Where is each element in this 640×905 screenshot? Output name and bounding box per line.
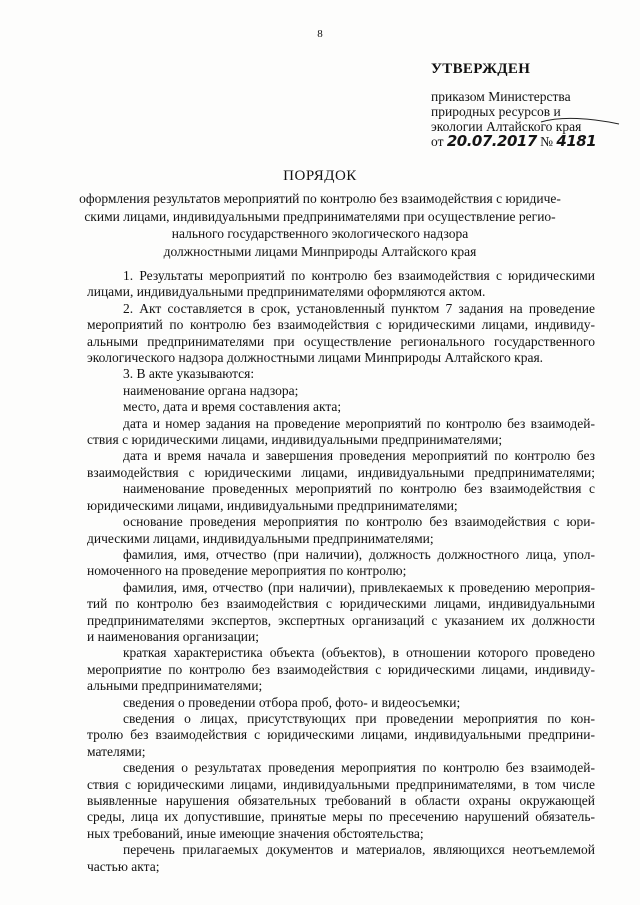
body-line: частью акта; — [87, 858, 160, 874]
approval-stamp-block — [431, 62, 621, 149]
body-line: экологического надзора должностными лицами Минприроды Алтайского края. — [87, 350, 544, 366]
body-line: ствия с юридическими лицами, индивидуальными предпринимателями, в том числе — [87, 776, 595, 792]
body-line: 2. Акт составляется в срок, установленный пунктом 7 задания на проведение — [123, 300, 595, 316]
body-line: дата и время начала и завершения проведения мероприятий по контролю без — [123, 448, 595, 464]
handwritten-number: 4181 — [556, 132, 597, 150]
body-line: основание проведения мероприятия по контролю без взаимодействия с юри- — [123, 514, 595, 530]
body-line: наименование органа надзора; — [123, 382, 299, 398]
date-prefix: от — [431, 134, 444, 149]
subtitle-line: скими лицами, индивидуальными предпринимателями при осуществление регио- — [84, 208, 556, 224]
body-line: наименование проведенных мероприятий по контролю без взаимодействия с — [123, 481, 595, 497]
body-line: номоченного на проведение мероприятия по контролю; — [87, 563, 407, 579]
subtitle-line: оформления результатов мероприятий по контролю без взаимодействия с юридиче- — [79, 191, 561, 206]
body-line: выявленные нарушения обязательных требований в области охраны окружающей — [87, 793, 595, 808]
body-line: взаимодействия с юридическими лицами, индивидуальными предпринимателями; — [87, 464, 595, 480]
body-line: мероприятие по контролю без взаимодействия с юридическими лицами, индивиду- — [87, 661, 595, 677]
body-line: и наименования организации; — [87, 628, 259, 644]
body-line: предпринимателями экспертов, экспертных организаций с указанием их должности — [87, 612, 595, 628]
approval-line-2: природных ресурсов и — [431, 104, 561, 119]
body-line: фамилия, имя, отчество (при наличии), привлекаемых к проведению мероприя- — [123, 579, 595, 595]
body-line: тролю без взаимодействия с юридическими лицами, индивидуальными предприни- — [87, 727, 595, 743]
body-line: 1. Результаты мероприятий по контролю без взаимодействия с юридическими — [123, 268, 595, 283]
body-line: мателями; — [87, 743, 146, 759]
body-line: место, дата и время составления акта; — [123, 399, 342, 415]
document-subtitle — [60, 190, 580, 260]
body-line: сведения о результатах проведения мероприятия по контролю без взаимодей- — [123, 760, 595, 776]
body-line: тий по контролю без взаимодействия с юридическими лицами, индивидуальными — [87, 596, 595, 612]
approval-date-row — [431, 134, 621, 149]
subtitle-line: нального государственного экологического надзора — [171, 226, 469, 241]
body-line: фамилия, имя, отчество (при наличии), должность должностного лица, упол- — [123, 546, 595, 562]
body-line: юридическими лицами, индивидуальными предпринимателями; — [87, 497, 458, 513]
body-line: ствия с юридическими лицами, индивидуальными предпринимателями; — [87, 432, 503, 448]
approval-heading: УТВЕРЖДЕН — [431, 61, 531, 77]
body-line: мероприятий по контролю без взаимодействия с юридическими лицами, индивиду- — [87, 317, 595, 333]
body-line: дата и номер задания на проведение мероприятий по контролю без взаимодей- — [123, 415, 595, 431]
document-title: ПОРЯДОК — [283, 168, 357, 184]
signature-scribble — [491, 114, 621, 144]
body-line: перечень прилагаемых документов и материалов, являющихся неотъемлемой — [123, 842, 595, 858]
handwritten-date: 20.07.2017 — [446, 132, 537, 150]
body-line: дическими лицами, индивидуальными предпринимателями; — [87, 530, 434, 546]
page-number: 8 — [317, 28, 323, 40]
approval-line-1: приказом Министерства — [431, 89, 571, 104]
body-line: среды, лица их допустившие, принятые меры по пресечению нарушений обязатель- — [87, 809, 595, 825]
body-line: сведения о проведении отбора проб, фото- и видеосъемки; — [123, 694, 461, 710]
body-line: альными предпринимателями при осуществление регионального государственного — [87, 333, 595, 349]
number-sign: № — [540, 134, 554, 149]
body-line: краткая характеристика объекта (объектов), в отношении которого проведено — [123, 645, 595, 661]
document-body — [87, 268, 595, 875]
body-line: ных требований, иные имеющие значения обстоятельства; — [87, 825, 424, 841]
body-line: альными предпринимателями; — [87, 678, 263, 694]
subtitle-line: должностными лицами Минприроды Алтайского края — [163, 243, 477, 259]
body-line: 3. В акте указываются: — [123, 366, 255, 382]
approval-line-3: экологии Алтайского края — [431, 119, 582, 134]
body-line: сведения о лицах, присутствующих при проведении мероприятия по кон- — [123, 710, 595, 726]
body-line: лицами, индивидуальными предпринимателями оформляются актом. — [87, 284, 486, 300]
